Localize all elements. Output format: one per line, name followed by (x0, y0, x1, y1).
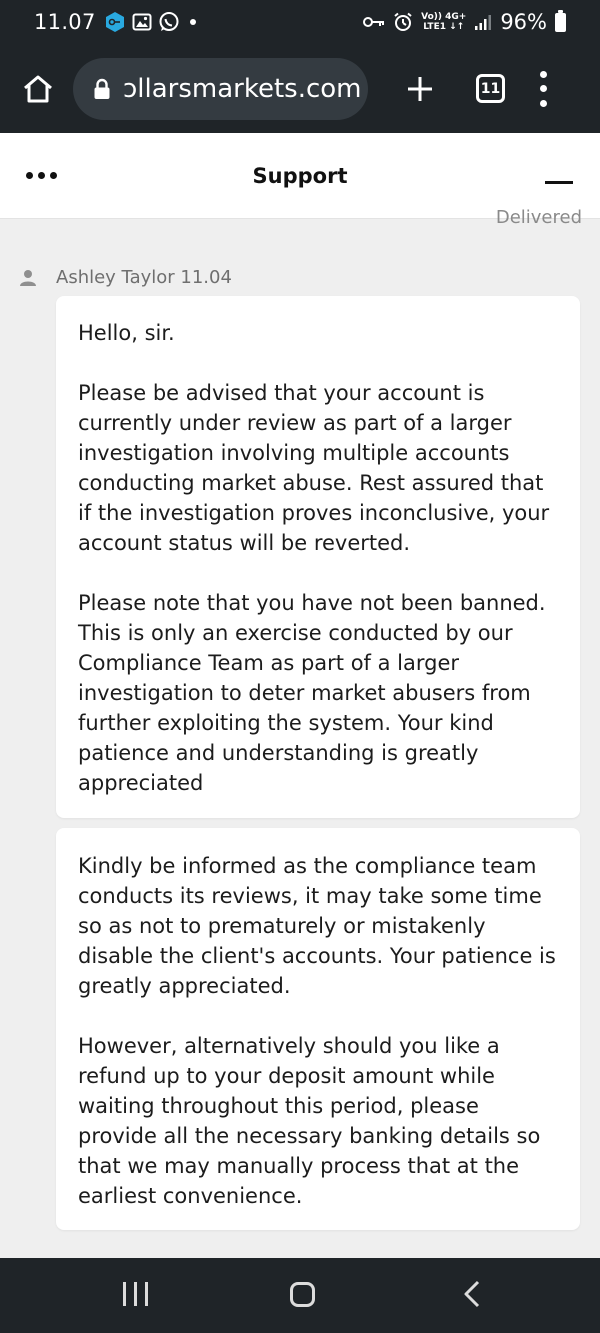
person-icon (20, 269, 36, 287)
message-bubble (56, 828, 580, 1230)
battery-icon (555, 13, 566, 32)
network-tag-bottom: LTE1 ↓↑ (423, 22, 465, 32)
vpn-key-icon (104, 11, 126, 33)
status-time: 11.07 (34, 10, 96, 34)
home-nav-button[interactable] (290, 1282, 315, 1307)
key-icon (363, 15, 385, 29)
message-paragraph: Hello, sir. (78, 321, 175, 345)
back-icon[interactable] (462, 1280, 482, 1308)
plus-icon (406, 75, 434, 103)
message-paragraph: Please note that you have not been banned. This is only an exercise conducted by our Compliance Team as part of a larger investigation to deter market abusers from further exploiting the system. Your kind patience and understanding is greatly appreciated (78, 591, 546, 795)
tabs-button[interactable] (476, 74, 505, 103)
network-tag (421, 12, 466, 32)
alarm-icon (393, 12, 413, 32)
chat-title: Support (252, 163, 348, 188)
lock-icon (93, 78, 111, 100)
navigation-bar (0, 1258, 600, 1333)
status-bar (0, 0, 600, 44)
minimize-icon[interactable] (545, 181, 573, 184)
network-tag-top: Vo)) 4G+ (421, 12, 467, 22)
home-icon (22, 74, 54, 104)
sender-row (20, 267, 232, 288)
message-bubble (56, 296, 580, 818)
battery-percent: 96% (500, 10, 547, 34)
status-system-icons (363, 10, 566, 34)
whatsapp-icon (158, 11, 180, 33)
recents-button[interactable] (123, 1282, 148, 1306)
address-bar[interactable] (73, 58, 368, 120)
message-paragraph: Kindly be informed as the compliance team conducts its reviews, it may take some time so as not to prematurely or mistakenly disable the client's accounts. Your patience is greatly appreciated. (78, 854, 556, 998)
status-notification-icons (104, 11, 196, 33)
more-vert-icon[interactable] (537, 71, 549, 107)
chat-messages[interactable] (0, 207, 600, 1258)
message-paragraph: However, alternatively should you like a refund up to your deposit amount while waiting throughout this period, please provide all the necessary banking details so that we may manually process that at the earliest convenience. (78, 1034, 541, 1208)
message-paragraph: Please be advised that your account is currently under review as part of a larger investigation involving multiple accounts conducting market abuse. Rest assured that if the investigation proves inconclusive, your account status will be reverted. (78, 381, 550, 555)
notification-dot (190, 19, 196, 25)
signal-icon (474, 13, 492, 31)
gallery-icon (132, 12, 152, 32)
home-button[interactable] (18, 69, 58, 109)
sender-name-time: Ashley Taylor 11.04 (56, 267, 232, 288)
tab-count: 11 (480, 80, 501, 97)
delivered-label: Delivered (495, 207, 582, 228)
more-horiz-icon[interactable] (26, 172, 57, 179)
browser-toolbar (0, 44, 600, 133)
url-text: ɔllarsmarkets.com (123, 73, 362, 104)
new-tab-button[interactable] (402, 71, 438, 107)
